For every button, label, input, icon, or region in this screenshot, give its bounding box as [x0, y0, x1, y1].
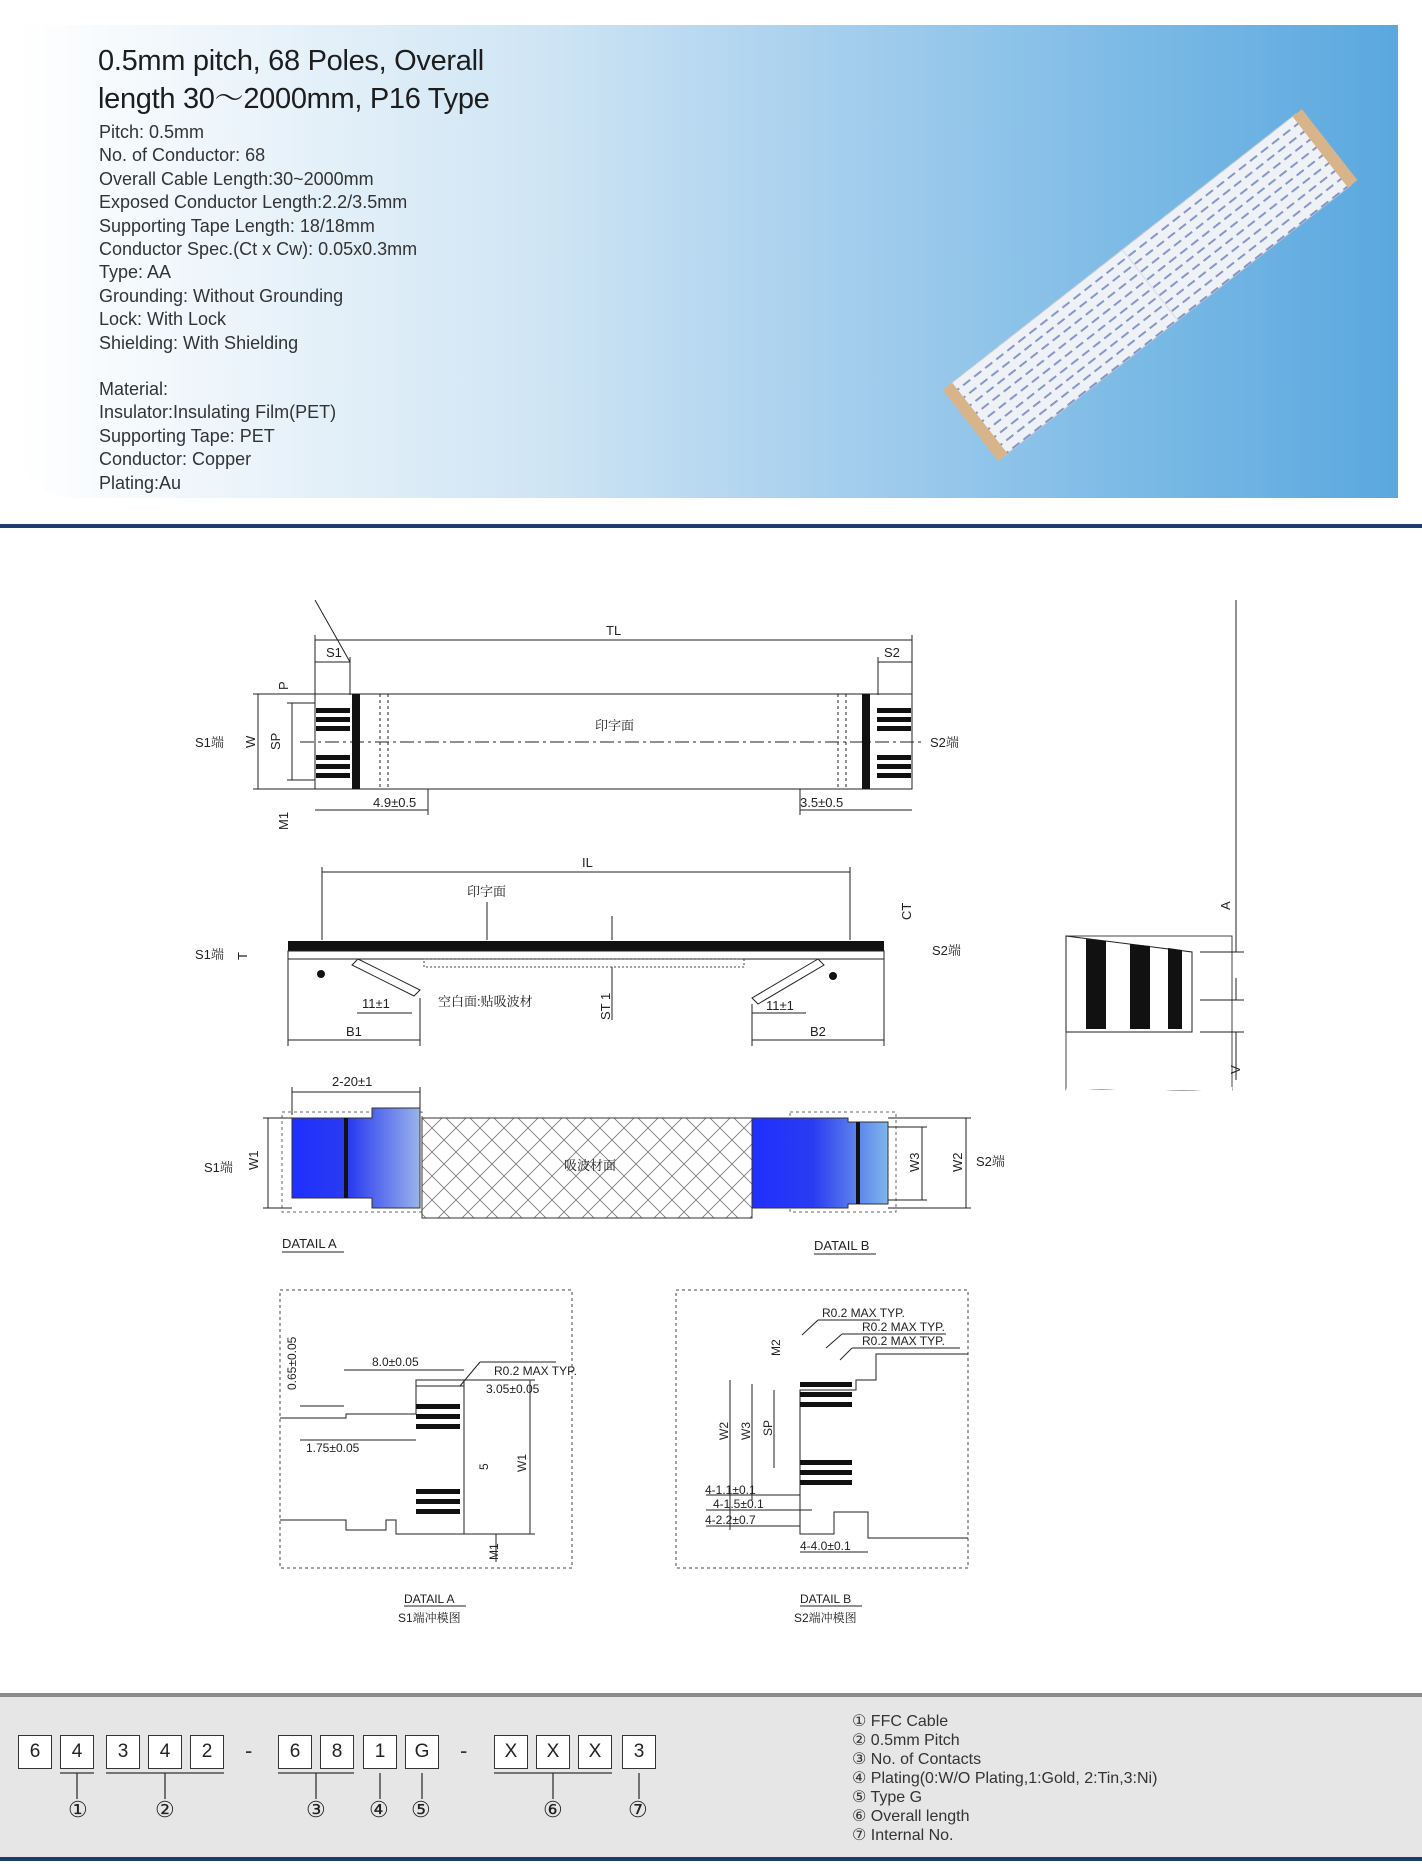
spec-item: Exposed Conductor Length:2.2/3.5mm	[99, 192, 408, 213]
pn-box: X	[536, 1735, 570, 1769]
label-b-m2: M2	[769, 1339, 783, 1356]
label-b-w3: W3	[739, 1422, 753, 1440]
pn-box: 4	[60, 1735, 94, 1769]
spec-item: Grounding: Without Grounding	[99, 285, 344, 306]
spec-item: Supporting Tape Length: 18/18mm	[99, 215, 375, 236]
label-ct: CT	[899, 902, 914, 920]
pn-marker: ⑤	[411, 1797, 431, 1822]
spec-item: Type: AA	[99, 262, 172, 283]
legend-item: ① FFC Cable	[852, 1713, 949, 1730]
spec-item: Pitch: 0.5mm	[99, 122, 205, 142]
label-sp: SP	[268, 732, 283, 750]
legend-item: ⑦ Internal No.	[852, 1827, 954, 1844]
material-item: Conductor: Copper	[99, 449, 252, 470]
pn-box: 1	[363, 1735, 397, 1769]
label-cap-a1: DATAIL A	[404, 1592, 455, 1606]
label-v: V	[1228, 1065, 1243, 1074]
spec-item: Lock: With Lock	[99, 309, 227, 330]
technical-drawing	[0, 600, 1422, 1660]
label-s2-end-3: S2端	[976, 1154, 1005, 1169]
pn-marker: ⑥	[543, 1797, 563, 1822]
pn-dash: -	[460, 1738, 468, 1763]
label-detail-b: DATAIL B	[814, 1238, 870, 1253]
label-cap-b1: DATAIL B	[800, 1592, 852, 1606]
label-b-r02-1: R0.2 MAX TYP.	[822, 1306, 905, 1320]
pn-box: 4	[148, 1735, 182, 1769]
label-dim-11b: 11±1	[766, 998, 794, 1013]
pn-marker: ⑦	[628, 1797, 648, 1822]
label-blank-face: 空白面:贴吸波材	[438, 994, 533, 1009]
part-number-brackets	[0, 1769, 1422, 1819]
top-view	[195, 600, 959, 830]
label-dim-35: 3.5±0.5	[800, 795, 844, 810]
label-st1: ST 1	[598, 992, 613, 1020]
pn-marker: ①	[68, 1797, 88, 1822]
legend-item: ④ Plating(0:W/O Plating,1:Gold, 2:Tin,3:Ni)	[852, 1770, 1158, 1787]
product-title	[98, 42, 489, 118]
pn-marker: ④	[369, 1797, 389, 1822]
legend-item: ③ No. of Contacts	[852, 1751, 982, 1768]
material-item: Insulator:Insulating Film(PET)	[99, 402, 337, 423]
pn-box: X	[578, 1735, 612, 1769]
label-tl: TL	[606, 623, 622, 638]
label-b-440: 4-4.0±0.1	[800, 1539, 851, 1553]
label-a: A	[1218, 901, 1233, 910]
label-b-r02-3: R0.2 MAX TYP.	[862, 1334, 945, 1348]
pn-marker: ③	[306, 1797, 326, 1822]
label-print-face-2: 印字面	[467, 884, 507, 899]
label-b1: B1	[346, 1024, 362, 1039]
pn-box: X	[494, 1735, 528, 1769]
label-d-065: 0.65±0.05	[285, 1336, 299, 1390]
label-d-w1: W1	[515, 1454, 529, 1472]
material-item: Supporting Tape: PET	[99, 425, 275, 446]
material-heading: Material:	[99, 379, 169, 400]
pn-box: 8	[320, 1735, 354, 1769]
pn-box: 3	[622, 1735, 656, 1769]
part-number-legend	[852, 1712, 1157, 1845]
spec-item: No. of Conductor: 68	[99, 145, 266, 166]
label-absorb-face: 吸波材面	[564, 1158, 617, 1173]
label-cap-a2: S1端冲模图	[398, 1611, 461, 1625]
detail-a-drawing	[280, 1290, 577, 1625]
label-w3: W3	[907, 1152, 922, 1172]
label-m1: M1	[276, 811, 291, 830]
label-d-m1: M1	[487, 1543, 501, 1560]
label-w2: W2	[950, 1152, 965, 1172]
label-d-5: 5	[477, 1463, 491, 1470]
legend-item: ② 0.5mm Pitch	[852, 1732, 960, 1749]
bottom-view	[204, 1074, 1005, 1254]
label-print-face: 印字面	[595, 718, 635, 733]
label-b-sp: SP	[761, 1419, 775, 1436]
label-b-415: 4-1.5±0.1	[713, 1497, 764, 1511]
label-w1: W1	[246, 1150, 261, 1170]
label-b-422: 4-2.2±0.7	[705, 1513, 756, 1527]
label-w: W	[243, 735, 258, 748]
side-view	[195, 855, 961, 1046]
label-s2: S2	[884, 645, 900, 660]
pn-marker: ②	[155, 1797, 175, 1822]
title-line-2: length 30～2000mm, P16 Type	[98, 83, 490, 115]
spec-list	[99, 121, 417, 495]
label-t: T	[235, 952, 250, 960]
spec-item: Conductor Spec.(Ct x Cw): 0.05x0.3mm	[99, 239, 418, 260]
label-b-411: 4-1.1±0.1	[705, 1483, 756, 1497]
spec-item: Shielding: With Shielding	[99, 332, 299, 353]
label-s2-end-2: S2端	[932, 943, 961, 958]
legend-item: ⑥ Overall length	[852, 1808, 970, 1825]
label-s2-end: S2端	[930, 735, 959, 750]
label-il: IL	[582, 855, 593, 870]
pn-box: 3	[106, 1735, 140, 1769]
label-dim-49: 4.9±0.5	[373, 795, 417, 810]
pn-box: 6	[278, 1735, 312, 1769]
label-d-305: 3.05±0.05	[486, 1382, 540, 1396]
title-line-1: 0.5mm pitch, 68 Poles, Overall	[98, 45, 484, 77]
legend-item: ⑤ Type G	[852, 1789, 923, 1806]
label-b2: B2	[810, 1024, 826, 1039]
material-item: Plating:Au	[99, 472, 182, 493]
label-dim-220: 2-20±1	[332, 1074, 373, 1089]
label-p: P	[276, 681, 291, 690]
label-b-r02-2: R0.2 MAX TYP.	[862, 1320, 945, 1334]
label-b-w2: W2	[717, 1422, 731, 1440]
taper-detail	[1066, 600, 1244, 1093]
detail-b-drawing	[676, 1290, 968, 1625]
label-d-80: 8.0±0.05	[372, 1355, 419, 1369]
label-cap-b2: S2端冲模图	[794, 1611, 857, 1625]
spec-item: Overall Cable Length:30~2000mm	[99, 168, 374, 189]
pn-dash: -	[245, 1738, 253, 1763]
label-d-175: 1.75±0.05	[306, 1441, 360, 1455]
label-s1: S1	[326, 645, 342, 660]
label-s1-end: S1端	[195, 735, 224, 750]
ffc-cable-photo	[940, 105, 1360, 465]
pn-box: 6	[18, 1735, 52, 1769]
label-detail-a: DATAIL A	[282, 1236, 337, 1251]
pn-box: G	[405, 1735, 439, 1769]
label-s1-end-2: S1端	[195, 947, 224, 962]
label-dim-11a: 11±1	[362, 996, 390, 1011]
pn-box: 2	[190, 1735, 224, 1769]
header-divider	[0, 524, 1422, 528]
label-d-r02: R0.2 MAX TYP.	[494, 1364, 577, 1378]
label-s1-end-3: S1端	[204, 1160, 233, 1175]
